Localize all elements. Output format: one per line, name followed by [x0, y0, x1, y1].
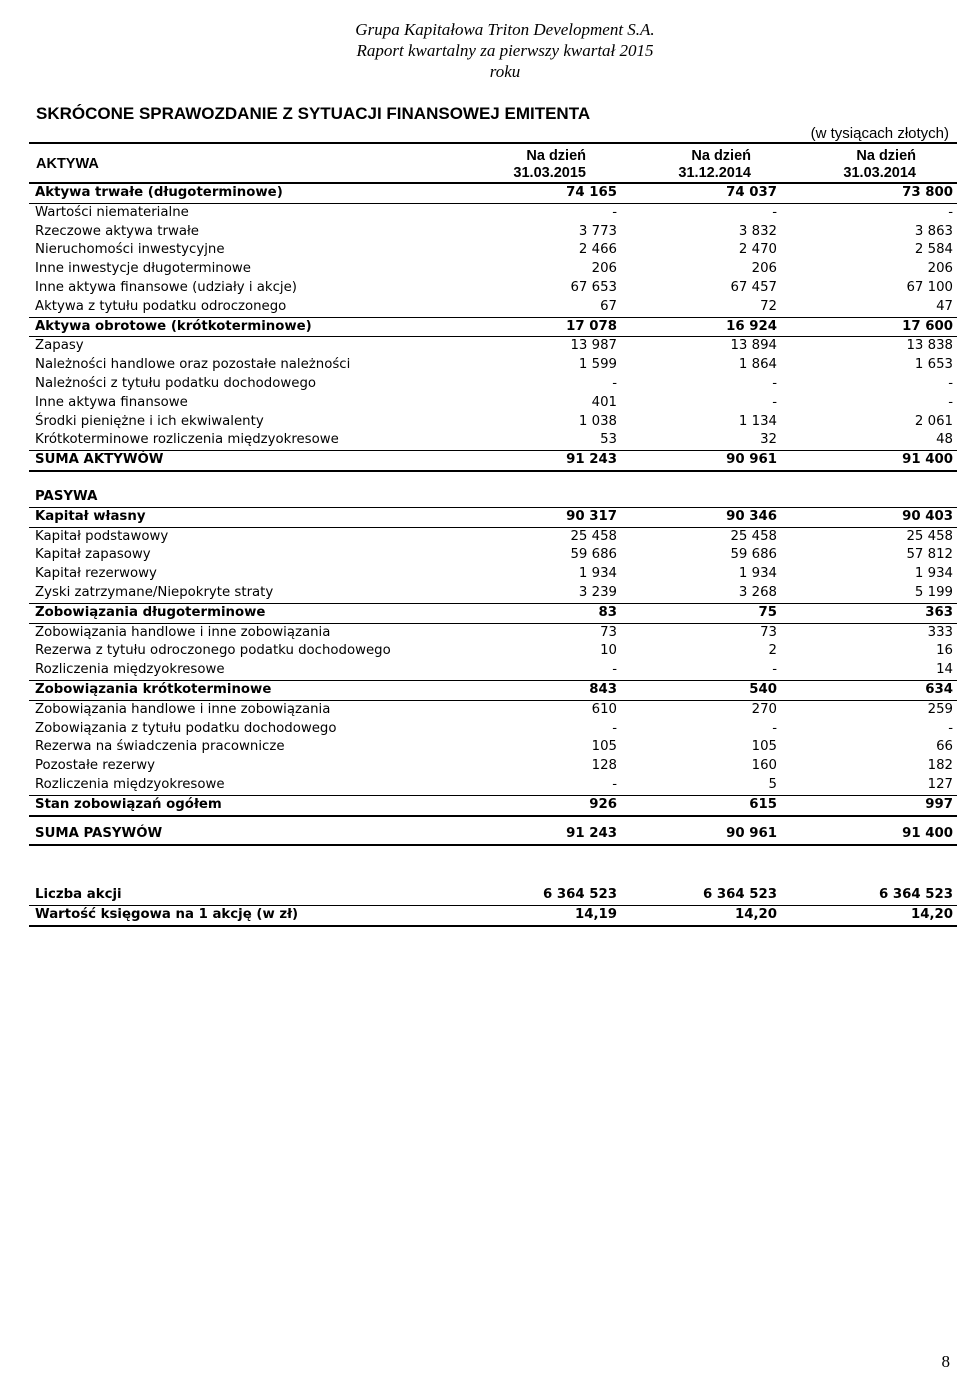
empty-cell: [461, 488, 621, 507]
value-cell: 2 061: [914, 413, 953, 429]
value-cell: 6 364 523: [777, 886, 957, 905]
row-label: Stan zobowiązań ogółem: [29, 795, 461, 815]
table-row: [29, 642, 957, 661]
value-cell: 615: [621, 795, 777, 815]
value-cell: -: [948, 204, 953, 220]
value-cell: 2 466: [578, 242, 617, 258]
value-cell: 73: [600, 624, 617, 640]
value-cell: 3 863: [914, 223, 953, 239]
page-title: SKRÓCONE SPRAWOZDANIE Z SYTUACJI FINANSOWEJ EMITENTA: [36, 104, 591, 123]
table-row: [29, 203, 957, 222]
value-cell: -: [461, 776, 621, 795]
value-cell: 1 038: [578, 413, 617, 429]
table-row: [29, 738, 957, 757]
value-cell: 5: [621, 776, 777, 795]
value-cell: 206: [927, 261, 953, 277]
row-label: Zobowiązania z tytułu podatku dochodowego: [35, 720, 337, 736]
table-row: [29, 680, 957, 700]
value-cell: 3 773: [578, 223, 617, 239]
table-row: [29, 298, 957, 317]
value-cell: 2 584: [914, 242, 953, 258]
table-row: [29, 413, 957, 432]
value-cell: 3 239: [461, 584, 621, 603]
table-row: [29, 260, 957, 279]
value-cell: 128: [591, 758, 617, 774]
value-cell: 48: [777, 431, 957, 450]
value-cell: 540: [621, 680, 777, 700]
row-label: Kapitał własny: [29, 507, 461, 527]
value-cell: 90 346: [621, 507, 777, 527]
value-cell: 1 864: [738, 357, 777, 373]
column-header-1: [490, 148, 586, 182]
column-header-1-line1: Na dzień: [526, 148, 586, 164]
value-cell: 14,20: [777, 905, 957, 925]
table-row: [29, 451, 957, 471]
value-cell: 91 400: [777, 451, 957, 471]
company-name: Grupa Kapitałowa Triton Development S.A.: [355, 20, 655, 39]
value-cell: 67 457: [730, 279, 777, 295]
value-cell: 206: [591, 261, 617, 277]
table-row: [29, 795, 957, 815]
empty-cell: [777, 488, 957, 507]
table-row: [29, 546, 957, 565]
row-label: Wartości niematerialne: [35, 204, 189, 220]
value-cell: 73: [760, 624, 777, 640]
header-rule: [29, 142, 957, 144]
shares-table: [29, 886, 957, 927]
value-cell: 1 934: [578, 566, 617, 582]
report-name: Raport kwartalny za pierwszy kwartał 2015 roku: [356, 41, 654, 81]
value-cell: 73 800: [777, 183, 957, 203]
value-cell: 91 243: [461, 825, 621, 845]
value-cell: 333: [927, 624, 953, 640]
value-cell: -: [612, 204, 617, 220]
value-cell: 25 458: [730, 528, 777, 544]
value-cell: 74 165: [461, 183, 621, 203]
table-row: [29, 241, 957, 260]
value-cell: 90 403: [777, 507, 957, 527]
value-cell: 1 653: [914, 357, 953, 373]
liabilities-heading-row: [29, 488, 957, 507]
table-row: [29, 337, 957, 356]
value-cell: 91 400: [777, 825, 957, 845]
table-row: [29, 375, 957, 394]
table-row: [29, 507, 957, 527]
value-cell: 67: [461, 298, 621, 317]
row-label: Wartość księgowa na 1 akcję (w zł): [29, 905, 461, 925]
value-cell: 32: [621, 431, 777, 450]
value-cell: 6 364 523: [621, 886, 777, 905]
empty-cell: [621, 488, 777, 507]
row-label: SUMA PASYWÓW: [29, 825, 461, 845]
value-cell: 53: [461, 431, 621, 450]
value-cell: -: [948, 720, 953, 736]
value-cell: 610: [591, 701, 617, 717]
table-row: [29, 603, 957, 623]
value-cell: 90 317: [461, 507, 621, 527]
value-cell: 91 243: [461, 451, 621, 471]
value-cell: 127: [777, 776, 957, 795]
table-row: [29, 584, 957, 603]
value-cell: 10: [600, 643, 617, 659]
value-cell: 13 987: [570, 338, 617, 354]
value-cell: -: [948, 375, 953, 391]
row-label: Należności z tytułu podatku dochodowego: [35, 375, 317, 391]
value-cell: 25 458: [906, 528, 953, 544]
value-cell: 83: [461, 603, 621, 623]
value-cell: -: [612, 720, 617, 736]
table-row: [29, 223, 957, 242]
row-label: Zobowiązania handlowe i inne zobowiązania: [35, 701, 331, 717]
table-row: [29, 886, 957, 905]
row-label: Należności handlowe oraz pozostałe należności: [35, 357, 351, 373]
value-cell: 66: [936, 739, 953, 755]
row-label: Aktywa trwałe (długoterminowe): [29, 183, 461, 203]
row-label: Krótkoterminowe rozliczenia międzyokresowe: [29, 431, 461, 450]
value-cell: 1 599: [578, 357, 617, 373]
row-label: Zobowiązania krótkoterminowe: [29, 680, 461, 700]
row-label: Inne aktywa finansowe: [35, 394, 188, 410]
value-cell: 90 961: [621, 825, 777, 845]
value-cell: -: [612, 375, 617, 391]
value-cell: 59 686: [570, 547, 617, 563]
liabilities-table: [29, 488, 957, 817]
row-label: Aktywa z tytułu podatku odroczonego: [29, 298, 461, 317]
value-cell: -: [461, 661, 621, 680]
value-cell: 270: [751, 701, 777, 717]
column-header-2-line2: 31.12.2014: [678, 165, 751, 181]
value-cell: -: [621, 661, 777, 680]
value-cell: 75: [621, 603, 777, 623]
value-cell: 1 934: [738, 566, 777, 582]
table-row: [29, 431, 957, 450]
row-label: Aktywa obrotowe (krótkoterminowe): [29, 317, 461, 337]
value-cell: 2: [768, 643, 777, 659]
row-label: Zobowiązania handlowe i inne zobowiązania: [35, 624, 331, 640]
value-cell: 182: [927, 758, 953, 774]
table-row: [29, 394, 957, 413]
value-cell: 13 894: [730, 338, 777, 354]
assets-heading: AKTYWA: [36, 156, 99, 172]
row-label: SUMA AKTYWÓW: [29, 451, 461, 471]
value-cell: 5 199: [777, 584, 957, 603]
value-cell: 14,20: [621, 905, 777, 925]
value-cell: 47: [777, 298, 957, 317]
value-cell: 74 037: [621, 183, 777, 203]
row-label: Inne inwestycje długoterminowe: [35, 261, 251, 277]
row-label: Rezerwa na świadczenia pracownicze: [35, 739, 285, 755]
value-cell: 17 078: [461, 317, 621, 337]
value-cell: 105: [751, 739, 777, 755]
value-cell: 17 600: [777, 317, 957, 337]
page-number: 8: [941, 1352, 950, 1371]
units-note: (w tysiącach złotych): [810, 125, 949, 142]
value-cell: 363: [777, 603, 957, 623]
value-cell: 1 934: [914, 566, 953, 582]
table-row: [29, 776, 957, 795]
table-row: [29, 720, 957, 739]
column-header-1-line2: 31.03.2015: [513, 165, 586, 181]
value-cell: -: [772, 204, 777, 220]
row-label: Nieruchomości inwestycyjne: [35, 242, 225, 258]
value-cell: 90 961: [621, 451, 777, 471]
total-liabilities-table: [29, 825, 957, 846]
value-cell: 25 458: [570, 528, 617, 544]
row-label: Zapasy: [35, 338, 84, 354]
row-label: Środki pieniężne i ich ekwiwalenty: [35, 413, 264, 429]
value-cell: 1 134: [738, 413, 777, 429]
column-header-2-line1: Na dzień: [691, 148, 751, 164]
value-cell: 634: [777, 680, 957, 700]
table-row: [29, 623, 957, 642]
column-header-3-line2: 31.03.2014: [843, 165, 916, 181]
row-label: Liczba akcji: [29, 886, 461, 905]
row-label: Zobowiązania długoterminowe: [29, 603, 461, 623]
value-cell: -: [772, 394, 777, 410]
value-cell: 14,19: [461, 905, 621, 925]
value-cell: 401: [591, 394, 617, 410]
row-label: Rezerwa z tytułu odroczonego podatku dochodowego: [35, 643, 391, 659]
value-cell: 843: [461, 680, 621, 700]
row-label: Zyski zatrzymane/Niepokryte straty: [29, 584, 461, 603]
value-cell: 3 268: [621, 584, 777, 603]
row-label: Pozostałe rezerwy: [35, 758, 155, 774]
value-cell: 16: [936, 643, 953, 659]
value-cell: 206: [751, 261, 777, 277]
table-row: [29, 825, 957, 845]
row-label: Rozliczenia międzyokresowe: [29, 776, 461, 795]
value-cell: 105: [591, 739, 617, 755]
assets-table: [29, 182, 957, 472]
value-cell: 6 364 523: [461, 886, 621, 905]
value-cell: 57 812: [906, 547, 953, 563]
row-label: Rozliczenia międzyokresowe: [29, 661, 461, 680]
value-cell: 3 832: [738, 223, 777, 239]
table-row: [29, 527, 957, 546]
value-cell: -: [948, 394, 953, 410]
row-label: Kapitał rezerwowy: [35, 566, 157, 582]
row-label: Inne aktywa finansowe (udziały i akcje): [35, 279, 297, 295]
table-row: [29, 317, 957, 337]
table-row: [29, 905, 957, 925]
table-row: [29, 183, 957, 203]
row-label: Kapitał zapasowy: [35, 547, 151, 563]
table-row: [29, 356, 957, 375]
value-cell: 67 653: [570, 279, 617, 295]
value-cell: 926: [461, 795, 621, 815]
row-label: Rzeczowe aktywa trwałe: [35, 223, 199, 239]
liabilities-heading: PASYWA: [29, 488, 461, 507]
column-header-2: [655, 148, 751, 182]
value-cell: 13 838: [906, 338, 953, 354]
column-header-3-line1: Na dzień: [856, 148, 916, 164]
table-row: [29, 757, 957, 776]
column-header-3: [820, 148, 916, 182]
table-row: [29, 279, 957, 298]
value-cell: 72: [621, 298, 777, 317]
row-label: Kapitał podstawowy: [35, 528, 169, 544]
table-row: [29, 661, 957, 680]
value-cell: 67 100: [906, 279, 953, 295]
value-cell: 16 924: [621, 317, 777, 337]
value-cell: 259: [927, 701, 953, 717]
value-cell: 59 686: [730, 547, 777, 563]
table-row: [29, 700, 957, 719]
value-cell: 14: [777, 661, 957, 680]
value-cell: 160: [751, 758, 777, 774]
value-cell: 997: [777, 795, 957, 815]
table-row: [29, 565, 957, 584]
value-cell: -: [772, 720, 777, 736]
value-cell: -: [772, 375, 777, 391]
value-cell: 2 470: [738, 242, 777, 258]
